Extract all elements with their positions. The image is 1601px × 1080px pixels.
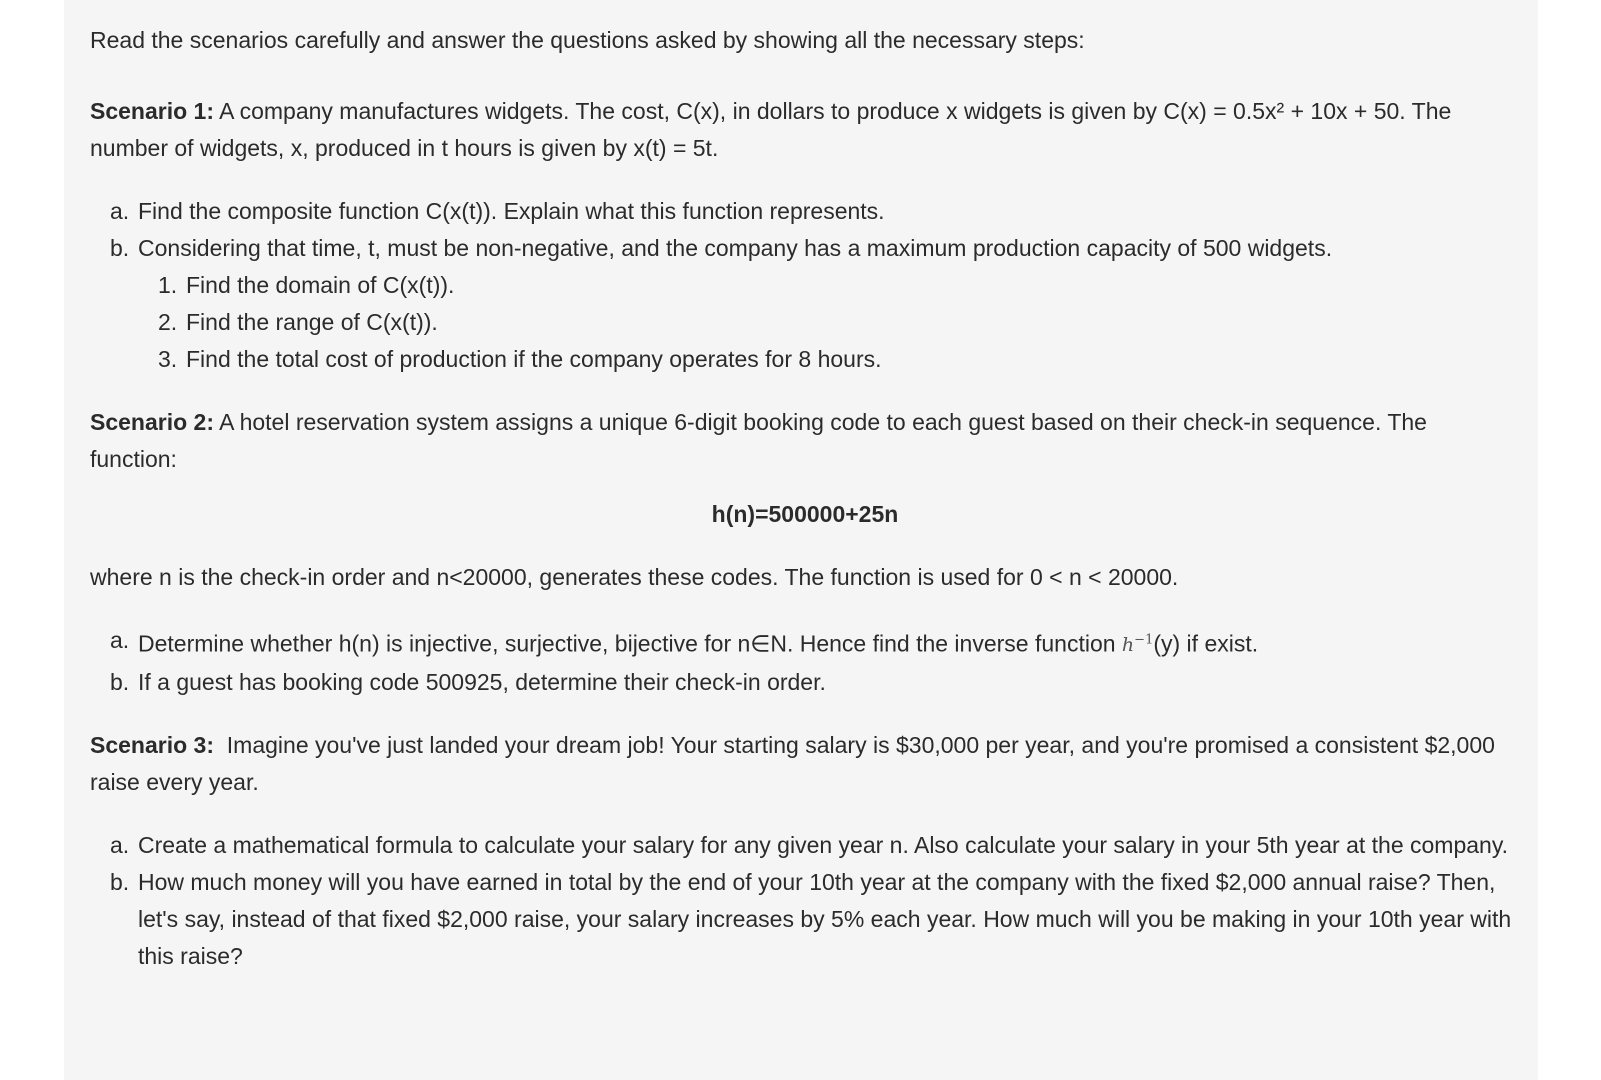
list-marker: 3.: [158, 346, 178, 372]
list-item: [110, 230, 1520, 378]
list-marker: 1.: [158, 272, 178, 298]
scenario-2-label: Scenario 2:: [90, 409, 214, 435]
intro-text: Read the scenarios carefully and answer the questions asked by showing all the necessary steps:: [90, 27, 1085, 53]
list-item: [110, 864, 1520, 975]
list-item: [158, 341, 1520, 378]
scenario-2-condition: where n is the check-in order and n<20000, generates these codes. The function is used for 0 < n < 20000.: [90, 564, 1179, 590]
question-text: Find the range of C(x(t)).: [186, 309, 438, 335]
document-panel: [64, 0, 1538, 1080]
inverse-function-symbol: [1122, 634, 1153, 656]
list-item: [158, 267, 1520, 304]
list-marker: a.: [110, 832, 130, 859]
list-item: [110, 622, 1520, 664]
list-item: [110, 664, 1520, 701]
scenario-3-questions: [110, 827, 1520, 975]
inverse-function-base: h: [1121, 634, 1135, 657]
question-text-tail: (y) if exist.: [1153, 630, 1259, 657]
scenario-3-text: Imagine you've just landed your dream job! Your starting salary is $30,000 per year, and you're promised a consistent $2,000 raise every year.: [90, 732, 1502, 796]
list-item: [110, 827, 1520, 864]
list-marker: 2.: [158, 309, 178, 335]
formula: h(n)=500000+25n: [711, 501, 899, 527]
scenario-2-questions: [110, 622, 1520, 701]
question-text: Considering that time, t, must be non-negative, and the company has a maximum production capacity of 500 widgets.: [138, 235, 1333, 261]
question-text: Find the domain of C(x(t)).: [186, 272, 455, 298]
list-marker: b.: [110, 235, 130, 261]
question-text: Find the total cost of production if the company operates for 8 hours.: [186, 346, 882, 372]
list-marker: a.: [110, 198, 130, 224]
list-marker: b.: [110, 669, 130, 696]
question-text: Find the composite function C(x(t)). Explain what this function represents.: [138, 198, 885, 224]
list-marker: b.: [110, 869, 130, 896]
list-item: [158, 304, 1520, 341]
scenario-2-text: A hotel reservation system assigns a unique 6-digit booking code to each guest based on their check-in sequence. The function:: [90, 409, 1427, 472]
scenario-1-label: Scenario 1:: [90, 98, 214, 124]
question-text: Create a mathematical formula to calculate your salary for any given year n. Also calculate your salary in your 5th year at the company.: [138, 832, 1509, 859]
scenario-3-paragraph: [90, 727, 1520, 801]
scenario-1-paragraph: [90, 93, 1520, 167]
scenario-1-questions: [110, 193, 1520, 378]
scenario-2-paragraph: [90, 404, 1520, 478]
scenario-1-subquestions: [158, 267, 1520, 378]
question-text: If a guest has booking code 500925, determine their check-in order.: [138, 669, 826, 696]
question-text: How much money will you have earned in total by the end of your 10th year at the company with the fixed $2,000 annual raise? Then, let's say, instead of that fixed $2,000 raise, your salary increases by 5% each year. How much will you be making in your 10th year with this raise?: [138, 869, 1512, 970]
question-text: Determine whether h(n) is injective, surjective, bijective for n∈N. Hence find the inverse function: [138, 630, 1122, 657]
scenario-3-label: Scenario 3:: [90, 732, 214, 759]
list-marker: a.: [110, 627, 130, 653]
inverse-function-exponent: −1: [1134, 633, 1154, 648]
list-item: [110, 193, 1520, 230]
document-content: [90, 22, 1520, 1001]
scenario-1-text: A company manufactures widgets. The cost, C(x), in dollars to produce x widgets is given by C(x) = 0.5x² + 10x + 50. The number of widgets, x, produced in t hours is given by x(t) = 5t.: [90, 98, 1452, 161]
